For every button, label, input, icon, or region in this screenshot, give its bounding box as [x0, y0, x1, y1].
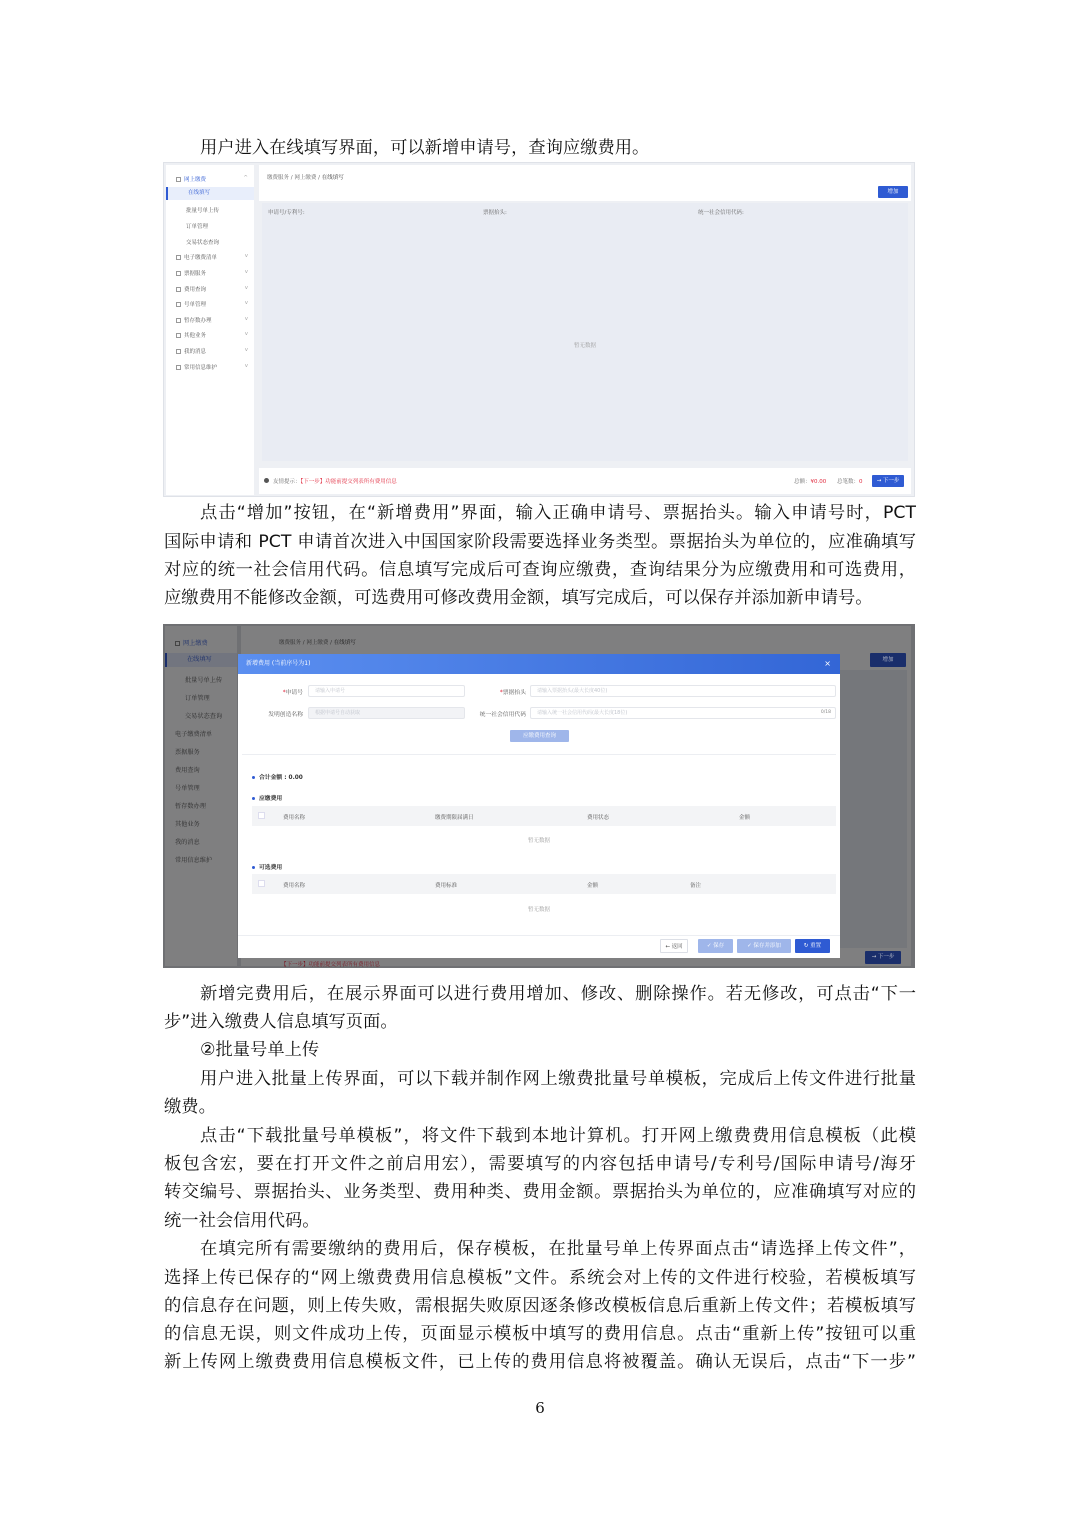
- count-value: 0: [859, 479, 863, 485]
- section-heading: ②批量号单上传: [200, 1040, 320, 1060]
- breadcrumb-separator: /: [302, 640, 305, 646]
- empty-text: 暂无数据: [527, 838, 550, 844]
- chevron-down-icon: v: [244, 300, 248, 306]
- sidebar-item-fee-query[interactable]: [166, 285, 254, 293]
- add-button[interactable]: 增加: [878, 186, 908, 198]
- sidebar-item-batch-upload[interactable]: 批量号单上传: [186, 208, 220, 214]
- filter-app-no: 申请号/专利号:: [268, 210, 305, 216]
- total: [794, 477, 826, 485]
- tip-text: 【下一步】功能前提交列表所有费用信息: [300, 479, 397, 485]
- paragraph-line: 对应的统一社会信用代码。信息填写完成后可查询应缴费，查询结果分为应缴费用和可选费用，: [164, 560, 916, 580]
- optional-fees-title: 可选费用: [252, 862, 282, 871]
- list-icon: [176, 255, 181, 260]
- screenshot-add-fee-dialog: [163, 624, 915, 968]
- message-icon: [176, 349, 181, 354]
- empty-text: 暂无数据: [573, 343, 596, 349]
- sidebar-item-temp-storage[interactable]: [166, 316, 254, 324]
- sidebar: [166, 165, 254, 495]
- sidebar-item-transaction-status[interactable]: 交易状态查询: [186, 240, 220, 246]
- receipt-icon: [176, 271, 181, 276]
- column-header: 费用标准: [435, 883, 458, 889]
- sidebar-label: 我的消息: [184, 349, 207, 355]
- label-text: 申请号: [285, 690, 303, 696]
- breadcrumb-item[interactable]: 缴费服务: [279, 640, 302, 646]
- required-mark: *: [282, 690, 286, 696]
- paragraph-line: 用户进入批量上传界面，可以下载并制作网上缴费批量号单模板，完成后上传文件进行批量: [200, 1069, 916, 1089]
- paragraph-line: 点击“增加”按钮，在“新增费用”界面，输入正确申请号、票据抬头。输入申请号时，PCT: [200, 503, 916, 523]
- paragraph-line: 用户进入在线填写界面，可以新增申请号，查询应缴费用。: [200, 138, 650, 158]
- list-area: [262, 203, 908, 461]
- sidebar-item-receipt[interactable]: 票据服务: [175, 749, 200, 756]
- placeholder: 请输入统一社会信用代码(最大长度18位): [537, 710, 628, 716]
- user-icon: [176, 333, 181, 338]
- count-label: 总笔数：: [837, 479, 860, 485]
- chevron-down-icon: v: [244, 269, 248, 275]
- sidebar-item-orders[interactable]: 订单管理: [186, 224, 209, 230]
- sidebar-item-e-bill[interactable]: [166, 253, 254, 261]
- sidebar-item-temp-storage[interactable]: 暂存数办理: [175, 803, 206, 810]
- sidebar-item-orders[interactable]: 订单管理: [185, 695, 210, 702]
- label-text: 票据抬头: [502, 690, 526, 696]
- sidebar-item-receipt[interactable]: [166, 269, 254, 277]
- column-header: 费用名称: [283, 815, 306, 821]
- paragraph-line: 在填完所有需要缴纳的费用后，保存模板，在批量号单上传界面点击“请选择上传文件”，: [200, 1239, 916, 1259]
- next-button[interactable]: → 下一步: [865, 951, 901, 964]
- query-fee-button[interactable]: 应缴费用查询: [510, 730, 569, 742]
- breadcrumb-item[interactable]: 网上缴费: [306, 640, 329, 646]
- sidebar-item-online-fill[interactable]: 在线填写: [165, 653, 237, 667]
- total-label: 总额：: [794, 479, 811, 485]
- sidebar-item-other[interactable]: 其他业务: [175, 821, 200, 828]
- chevron-down-icon: v: [244, 363, 248, 369]
- back-button[interactable]: ← 返回: [660, 939, 688, 953]
- sidebar-label: 号单管理: [184, 302, 207, 308]
- column-header: 费用状态: [587, 815, 610, 821]
- sidebar: [165, 626, 237, 966]
- due-fees-title: 应缴费用: [252, 793, 282, 802]
- sidebar-item-other[interactable]: [166, 331, 254, 339]
- paragraph-line: 国际申请和 PCT 申请首次进入中国国家阶段需要选择业务类型。票据抬头为单位的，应准确填写: [164, 532, 916, 552]
- sidebar-item-online-pay[interactable]: [165, 638, 237, 647]
- breadcrumb-current: 在线填写: [321, 175, 344, 181]
- paragraph-line: 的信息存在问题，则上传失败，需根据失败原因逐条修改模板信息后重新上传文件；若模板填写: [164, 1296, 916, 1316]
- empty-text: 暂无数据: [527, 907, 550, 913]
- sidebar-item-online-pay[interactable]: [166, 175, 254, 183]
- info-icon: [264, 478, 269, 483]
- breadcrumb-separator: /: [318, 175, 320, 181]
- invention-input: 根据申请号自动获取: [308, 707, 465, 719]
- paragraph-line: 新上传网上缴费费用信息模板文件，已上传的费用信息将被覆盖。确认无误后，点击“下一步”: [164, 1352, 916, 1372]
- sidebar-item-transaction-status[interactable]: 交易状态查询: [185, 713, 223, 720]
- sidebar-item-number-list[interactable]: [166, 300, 254, 308]
- sidebar-label: 网上缴费: [184, 177, 207, 183]
- payer-input[interactable]: 请输入票据抬头(最大长度40位): [530, 685, 836, 697]
- chevron-down-icon: v: [244, 347, 248, 353]
- next-button[interactable]: → 下一步: [872, 475, 904, 487]
- column-header: 费用名称: [283, 883, 306, 889]
- sidebar-item-messages[interactable]: 我的消息: [175, 839, 200, 846]
- chevron-up-icon: ^: [243, 175, 248, 181]
- divider: [238, 935, 840, 936]
- invention-label: 发明创造名称: [268, 712, 303, 718]
- sidebar-item-batch-upload[interactable]: 批量号单上传: [185, 677, 223, 684]
- paragraph-line: 步”进入缴费人信息填写页面。: [164, 1012, 398, 1032]
- credit-code-label: 统一社会信用代码: [479, 712, 526, 718]
- footer-bar: [259, 468, 911, 494]
- sidebar-label: 常用信息维护: [184, 365, 218, 371]
- sidebar-label: 暂存数办理: [184, 318, 212, 324]
- column-header: 金额: [739, 815, 751, 821]
- cloud-icon: [176, 177, 181, 182]
- filter-payer: 票据抬头:: [483, 210, 507, 216]
- paragraph-line: 统一社会信用代码。: [164, 1211, 320, 1231]
- paragraph-line: 新增完费用后，在展示界面可以进行费用增加、修改、删除操作。若无修改，可点击“下一: [200, 984, 916, 1004]
- sidebar-label: 电子缴费清单: [184, 255, 218, 261]
- breadcrumb-item[interactable]: 缴费服务: [267, 175, 290, 181]
- column-header: 缴费期限届满日: [435, 815, 474, 821]
- breadcrumb: [279, 638, 356, 646]
- select-all-checkbox[interactable]: [258, 880, 265, 887]
- paragraph-line: 的信息无误，则文件成功上传，页面显示模板中填写的费用信息。点击“重新上传”按钮可以重: [164, 1324, 916, 1344]
- sidebar-label: 费用查询: [184, 287, 207, 293]
- chevron-down-icon: v: [244, 253, 248, 259]
- sidebar-item-number-list[interactable]: 号单管理: [175, 785, 200, 792]
- sidebar-item-fee-query[interactable]: 费用查询: [175, 767, 200, 774]
- close-icon[interactable]: ×: [824, 659, 831, 668]
- breadcrumb: [267, 173, 344, 181]
- breadcrumb-separator: /: [290, 175, 293, 181]
- save-and-add-button[interactable]: ✓ 保存并添加: [737, 939, 791, 953]
- char-count: 0/18: [820, 710, 831, 715]
- count: [837, 477, 863, 485]
- sidebar-item-e-bill[interactable]: 电子缴费清单: [175, 731, 213, 738]
- edit-icon: [176, 365, 181, 370]
- sidebar-label: 票据服务: [184, 271, 207, 277]
- column-header: 备注: [690, 883, 702, 889]
- sidebar-label: 网上缴费: [183, 640, 208, 647]
- breadcrumb-separator: /: [330, 640, 332, 646]
- document-icon: [176, 302, 181, 307]
- credit-code-input[interactable]: [530, 707, 836, 719]
- due-fees-table-header: [252, 806, 836, 826]
- total-value: ¥0.00: [810, 479, 827, 485]
- divider: [242, 754, 836, 755]
- sidebar-item-messages[interactable]: [166, 347, 254, 355]
- breadcrumb-item[interactable]: 网上缴费: [294, 175, 317, 181]
- page-number: 6: [535, 1399, 545, 1417]
- folder-icon: [176, 318, 181, 323]
- paragraph-line: 点击“下载批量号单模板”，将文件下载到本地计算机。打开网上缴费费用信息模板（此模: [200, 1126, 916, 1146]
- chevron-down-icon: v: [244, 316, 248, 322]
- optional-fees-table-header: [252, 874, 836, 894]
- total-amount: 合计金额 : 0.00: [252, 772, 303, 781]
- screenshot-online-fill: [163, 162, 915, 497]
- add-button[interactable]: 增加: [870, 653, 906, 667]
- app-no-input[interactable]: 请输入申请号: [308, 685, 465, 697]
- required-mark: *: [499, 690, 503, 696]
- save-button[interactable]: ✓ 保存: [698, 939, 733, 953]
- payer-label: [468, 687, 526, 696]
- dialog-header: [238, 654, 840, 674]
- tip-text: 【下一步】功能前提交列表所有费用信息: [281, 962, 381, 968]
- select-all-checkbox[interactable]: [258, 812, 265, 819]
- cloud-icon: [175, 641, 180, 646]
- sidebar-item-common-info[interactable]: [166, 363, 254, 371]
- paragraph-line: 应缴费用不能修改金额，可选费用可修改费用金额，填写完成后，可以保存并添加新申请号。: [164, 588, 873, 608]
- app-no-label: [248, 687, 303, 696]
- paragraph-line: 选择上传已保存的“网上缴费费用信息模板”文件。系统会对上传的文件进行校验，若模板填写: [164, 1268, 916, 1288]
- sidebar-item-common-info[interactable]: 常用信息维护: [175, 857, 213, 864]
- tip-label: 友情提示：: [273, 479, 301, 485]
- filter-credit-code: 统一社会信用代码:: [698, 210, 744, 216]
- paragraph-line: 板包含宏，要在打开文件之前启用宏），需要填写的内容包括申请号/专利号/国际申请号/海牙: [164, 1154, 916, 1174]
- paragraph-line: 转交编号、票据抬头、业务类型、费用种类、费用金额。票据抬头为单位的，应准确填写对应的: [164, 1182, 916, 1202]
- chevron-down-icon: v: [244, 331, 248, 337]
- header: [259, 165, 911, 201]
- sidebar-item-online-fill[interactable]: 在线填写: [166, 187, 254, 200]
- tip: [273, 477, 397, 485]
- sidebar-label: 其他业务: [184, 333, 207, 339]
- add-fee-dialog: [238, 654, 840, 958]
- reset-button[interactable]: ↻ 重置: [795, 939, 830, 953]
- search-icon: [176, 287, 181, 292]
- paragraph-line: 缴费。: [164, 1097, 216, 1117]
- dialog-title: 新增费用 (当前序号为1): [246, 660, 311, 667]
- breadcrumb-current: 在线填写: [333, 640, 356, 646]
- column-header: 金额: [587, 883, 599, 889]
- chevron-down-icon: v: [244, 285, 248, 291]
